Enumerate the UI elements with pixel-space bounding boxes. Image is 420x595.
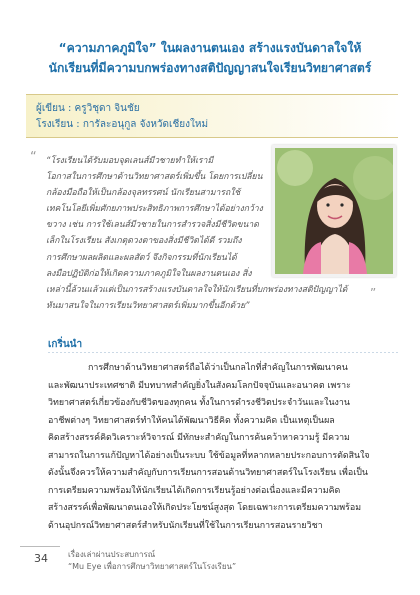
quote-close-icon: ” (370, 286, 377, 300)
author-photo (272, 145, 396, 277)
paragraph-line: และพัฒนาประเทศชาติ มีบทบาทสำคัญยิ่งในสังคมโลกปัจจุบันและอนาคต เพราะ (48, 380, 351, 391)
paragraph-line: การเตรียมความพร้อมให้นักเรียนได้เกิดการเรียนรู้อย่างต่อเนื่องและมีความคิด (48, 485, 341, 496)
quote-line: การศึกษาผลผลิตและผลสัตว์ จึงกิจกรรมที่นักเรียนได้ (46, 252, 237, 263)
quote-line: ลงมือปฏิบัติก่อให้เกิดความภาคภูมิใจในผลงานตนเอง สิ่ง (46, 269, 252, 279)
title-line-2: นักเรียนที่มีความบกพร่องทางสติปัญญาสนใจเรียนวิทยาศาสตร์ (48, 61, 372, 75)
quote-line: เล็กในโรงเรียน สังเกตุดวงตาของสิ่งมีชีวิตได้ดี รวมถึง (46, 236, 242, 247)
paragraph-line: ด้านอุปกรณ์วิทยาศาสตร์สำหรับนักเรียนที่ใช้ในการเรียนการสอนรายวิชา (48, 520, 323, 531)
school-line: โรงเรียน : การัละอนุกูล จังหวัดเชียงใหม่ (36, 119, 209, 130)
paragraph-line: สร้างสรรค์เพื่อพัฒนาตนเองให้เกิดประโยชน์สูงสุด โดยเฉพาะการเตรียมความพร้อม (48, 503, 362, 514)
title-line-1: “ความภาคภูมิใจ” ในผลงานตนเอง สร้างแรงบันดาลใจให้ (58, 41, 362, 55)
author-line: ผู้เขียน : ครูวิชุดา จินชัย (36, 103, 140, 114)
intro-paragraph (48, 360, 398, 535)
paragraph-line: การศึกษาด้านวิทยาศาสตร์ถือได้ว่าเป็นกลไกที่สำคัญในการพัฒนาคน (88, 363, 348, 373)
footer-divider (20, 546, 60, 547)
quote-line: ขวาง เช่น การใช้เลนส์มีวชายในการสำรวจสิ่งมีชีวิตขนาด (46, 220, 259, 231)
paragraph-line: อาชีพต่างๆ วิทยาศาสตร์ทำให้คนได้พัฒนาวิธีคิด ทั้งความคิด เป็นเหตุเป็นผล (48, 415, 335, 426)
paragraph-line: คิดสร้างสรรค์คิดวิเคราะห์วิจารณ์ มีทักษะสำคัญในการค้นคว้าหาความรู้ มีความ (48, 433, 350, 444)
quote-line: หันมาสนใจในการเรียนวิทยาศาสตร์เพิ่มมากขึ้นอีกด้วย” (46, 301, 250, 312)
section-heading: เกริ่นนำ (48, 339, 83, 350)
quote-line: โอกาสในการศึกษาด้านวิทยาศาสตร์เพิ่มขึ้น โดยการเปลี่ยน (46, 172, 263, 183)
footer-series: เรื่องเล่าผ่านประสบการณ์ (68, 550, 156, 559)
quote-block (46, 153, 268, 266)
quote-block-wide (46, 266, 391, 314)
paragraph-line: สามารถในการแก้ปัญหาได้อย่างเป็นระบบ ใช้ข้อมูลที่หลากหลายประกอบการตัดสินใจ (48, 450, 370, 461)
paragraph-line: ดังนั้นจึงควรให้ความสำคัญกับการเรียนการสอนด้านวิทยาศาสตร์ในโรงเรียน เพื่อเป็น (48, 468, 368, 479)
author-info-box (26, 94, 398, 138)
quote-line: เทคโนโลยีเพิ่มศักยภาพประสิทธิภาพการศึกษาได้อย่างกว้าง (46, 204, 263, 215)
quote-line: กล้องมือถือให้เป็นกล้องจุลทรรศน์ นักเรียนสามารถใช้ (46, 188, 241, 199)
quote-open-icon: “ (30, 150, 37, 165)
page-number: 34 (34, 552, 48, 565)
page-title (22, 38, 398, 78)
quote-line: เหล่านี้ล้วนแล้วแต่เป็นการสร้างแรงบันดาลใจให้นักเรียนที่บกพร่องทางสติปัญญาได้ (46, 285, 348, 296)
section-divider (48, 352, 398, 353)
footer-book-title: “Mu Eye เพื่อการศึกษาวิทยาศาสตร์ในโรงเรียน” (68, 562, 237, 571)
quote-line: “โรงเรียนได้รับมอบจุดเลนส์มีวชายทำให้เรามี (46, 156, 214, 166)
paragraph-line: วิทยาศาสตร์เกี่ยวข้องกับชีวิตของทุกคน ทั้งในการดำรงชีวิตประจำวันและในงาน (48, 398, 350, 409)
